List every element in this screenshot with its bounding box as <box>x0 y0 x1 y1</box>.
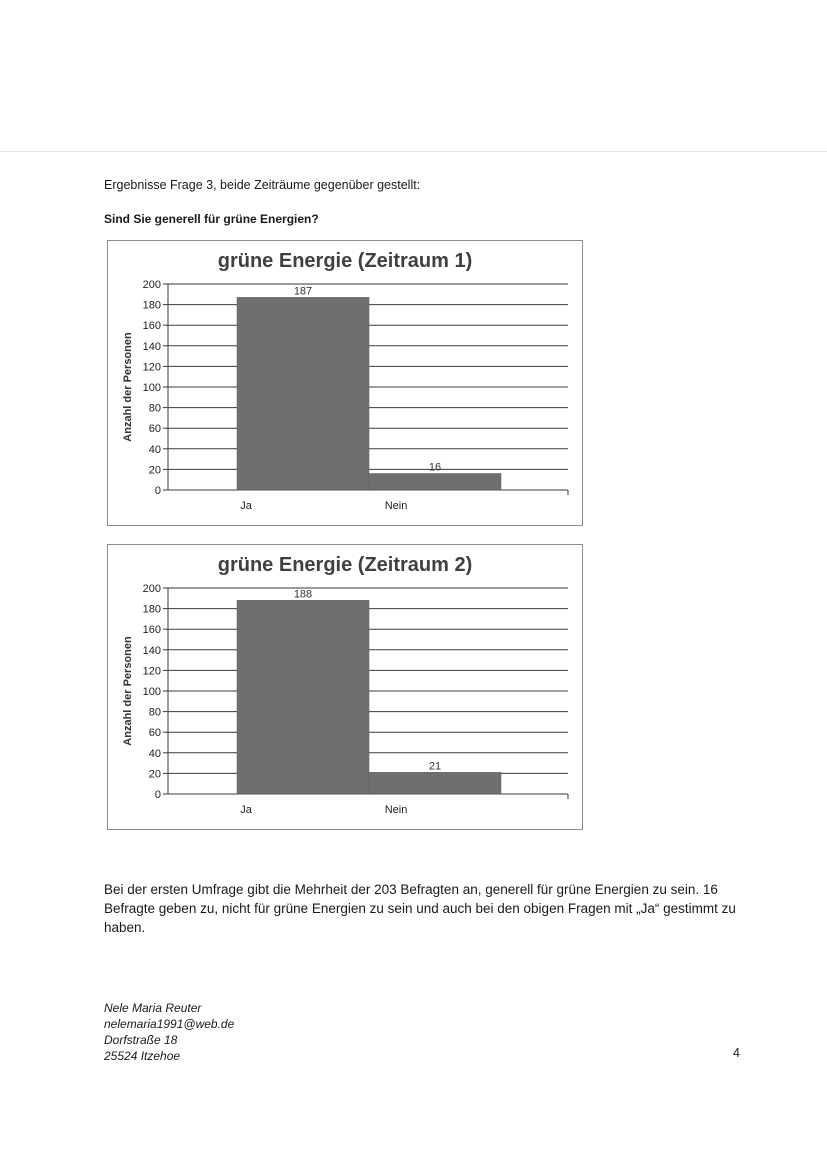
y-tick-label: 160 <box>142 320 161 333</box>
chart-zeitraum-2 <box>107 544 583 830</box>
author-street: Dorfstraße 18 <box>104 1033 178 1047</box>
y-tick-label: 140 <box>142 644 161 657</box>
author-city: 25524 Itzehoe <box>104 1049 181 1063</box>
x-tick-label-ja: Ja <box>240 804 252 816</box>
y-tick-label: 200 <box>142 279 161 291</box>
chart-zeitraum-1 <box>107 240 583 526</box>
intro-text: Ergebnisse Frage 3, beide Zeiträume gegenüber gestellt: <box>104 178 421 192</box>
y-tick-label: 100 <box>142 382 161 394</box>
y-tick-label: 20 <box>148 768 161 781</box>
y-tick-label: 80 <box>148 706 161 719</box>
x-tick-label-nein: Nein <box>384 804 408 816</box>
data-label-nein: 16 <box>428 461 442 474</box>
y-tick-label: 120 <box>142 665 161 678</box>
y-tick-label: 0 <box>154 789 161 801</box>
question-heading: Sind Sie generell für grüne Energien? <box>104 212 319 226</box>
y-tick-label: 180 <box>142 603 161 616</box>
y-tick-label: 0 <box>154 485 161 497</box>
results-paragraph: Bei der ersten Umfrage gibt die Mehrheit der 203 Befragten an, generell für grüne Energien zu sein. 16 Befragte geben zu, nicht für grüne Energien zu sein und auch bei den obigen Fragen mit „Ja“ gestimmt zu haben. <box>104 882 736 935</box>
data-label-ja: 187 <box>293 285 313 298</box>
chart-title: grüne Energie (Zeitraum 2) <box>217 554 473 576</box>
y-tick-label: 100 <box>142 686 161 698</box>
y-tick-label: 40 <box>148 443 161 456</box>
header-rule <box>0 151 827 152</box>
y-axis-label: Anzahl der Personen <box>122 332 134 442</box>
x-tick-label-ja: Ja <box>240 500 252 512</box>
y-axis-label: Anzahl der Personen <box>122 636 134 746</box>
y-tick-label: 40 <box>148 747 161 760</box>
footer-address <box>104 1000 234 1064</box>
bar-ja <box>237 600 369 794</box>
y-tick-label: 80 <box>148 402 161 415</box>
y-tick-label: 160 <box>142 624 161 637</box>
y-tick-label: 200 <box>142 583 161 595</box>
x-tick-label-nein: Nein <box>384 500 408 512</box>
bar-nein <box>369 474 501 490</box>
page-number: 4 <box>733 1046 740 1060</box>
y-tick-label: 20 <box>148 464 161 477</box>
chart-zeitraum-1-svg <box>108 241 582 525</box>
y-tick-label: 60 <box>148 727 161 740</box>
data-label-nein: 21 <box>428 760 442 773</box>
data-label-ja: 188 <box>293 588 313 601</box>
y-tick-label: 120 <box>142 361 161 374</box>
bar-nein <box>369 772 501 794</box>
author-email: nelemaria1991@web.de <box>104 1017 235 1031</box>
chart-zeitraum-2-svg <box>108 545 582 829</box>
chart-title: grüne Energie (Zeitraum 1) <box>217 250 473 272</box>
y-tick-label: 180 <box>142 299 161 312</box>
y-tick-label: 140 <box>142 340 161 353</box>
y-tick-label: 60 <box>148 423 161 436</box>
author-name: Nele Maria Reuter <box>104 1001 202 1015</box>
bar-ja <box>237 297 369 490</box>
